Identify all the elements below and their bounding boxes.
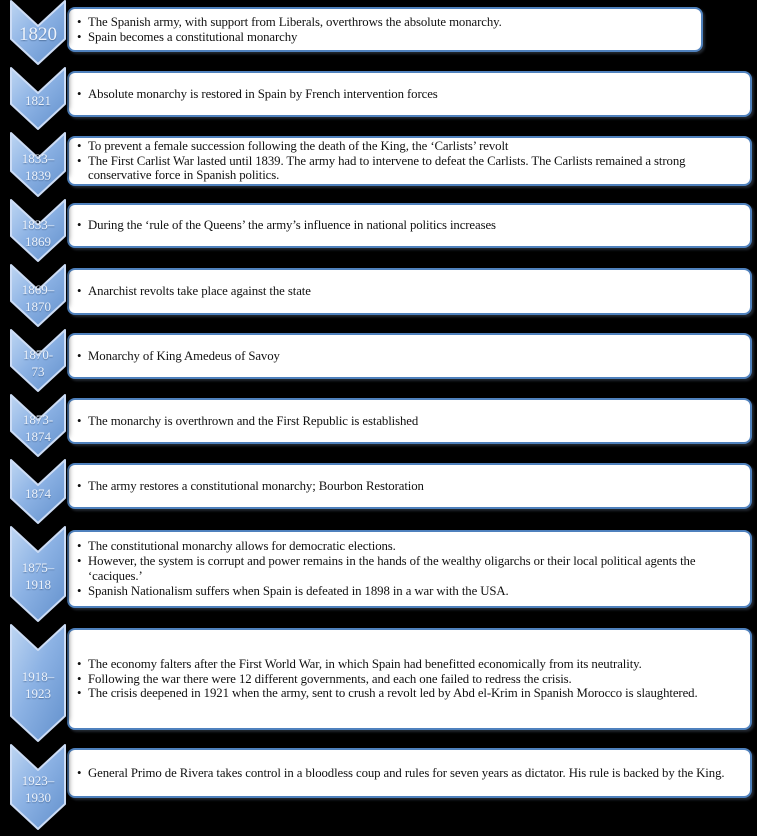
bullet-text: To prevent a female succession following the death of the King, the ‘Carlists’ revolt <box>88 138 509 153</box>
year-line: 73 <box>31 363 45 379</box>
bullet-icon: • <box>77 765 82 780</box>
event-box <box>67 398 752 444</box>
chevron-year-label <box>10 770 66 810</box>
event-box <box>67 7 703 52</box>
bullet-text: The army restores a constitutional monarchy; Bourbon Restoration <box>88 478 424 493</box>
bullet-text: Spanish Nationalism suffers when Spain is defeated in 1898 in a war with the USA. <box>88 583 509 598</box>
year-line: 1869– <box>21 281 55 297</box>
chevron-year-label <box>10 411 66 444</box>
chevron-year-label <box>10 26 66 45</box>
bullet-icon: • <box>77 554 82 569</box>
year-line: 1833– <box>21 150 55 166</box>
event-box <box>67 628 752 730</box>
bullet-icon: • <box>77 671 82 686</box>
event-box <box>67 463 752 509</box>
chevron-year-label <box>10 93 66 110</box>
chevron-year-label <box>10 281 66 314</box>
bullet-item <box>77 766 740 781</box>
event-box <box>67 748 752 798</box>
bullet-icon: • <box>77 478 82 493</box>
chevron-year-label <box>10 346 66 379</box>
year-line: 1875– <box>21 560 55 576</box>
year-line: 1918– <box>21 669 55 685</box>
bullet-item <box>77 554 740 584</box>
bullet-item <box>77 87 740 102</box>
chevron-year-label <box>10 150 66 183</box>
year-line: 1820 <box>19 24 57 46</box>
bullet-icon: • <box>77 153 82 168</box>
bullet-icon: • <box>77 348 82 363</box>
bullet-text: The crisis deepened in 1921 when the army, sent to crush a revolt led by Abd el-Krim in Spanish Morocco is slaughtered. <box>88 686 698 701</box>
bullet-text: The economy falters after the First World War, in which Spain had benefitted economically from its neutrality. <box>88 656 642 671</box>
bullet-item <box>77 672 740 687</box>
year-line: 1923– <box>21 773 55 789</box>
year-line: 1870 <box>25 298 51 314</box>
bullet-item <box>77 539 740 554</box>
bullet-text: The Spanish army, with support from Liberals, overthrows the absolute monarchy. <box>88 14 502 29</box>
bullet-icon: • <box>77 413 82 428</box>
year-line: 1869 <box>25 233 51 249</box>
bullet-item <box>77 414 740 429</box>
bullet-text: Anarchist revolts take place against the state <box>88 284 311 299</box>
bullet-text: The constitutional monarchy allows for democratic elections. <box>88 539 396 554</box>
event-box <box>67 136 752 186</box>
chevron-year-label <box>10 650 66 722</box>
year-line: 1839 <box>25 167 51 183</box>
bullet-icon: • <box>77 284 82 299</box>
event-box <box>67 71 752 117</box>
chevron-year-label <box>10 552 66 602</box>
bullet-icon: • <box>77 29 82 44</box>
bullet-text: General Primo de Rivera takes control in a bloodless coup and rules for seven years as dictator. His rule is backed by the King. <box>88 765 725 780</box>
bullet-text: The First Carlist War lasted until 1839. The army had to intervene to defeat the Carlists. The Carlists remained a strong conservative force in Spanish politics. <box>88 153 686 183</box>
year-line: 1833– <box>21 216 55 232</box>
year-line: 1873- <box>22 411 54 427</box>
bullet-item <box>77 479 740 494</box>
year-line: 1874 <box>25 428 51 444</box>
bullet-item <box>77 30 691 45</box>
bullet-text: During the ‘rule of the Queens’ the army’s influence in national politics increases <box>88 218 496 233</box>
bullet-icon: • <box>77 656 82 671</box>
bullet-item <box>77 584 740 599</box>
bullet-icon: • <box>77 583 82 598</box>
bullet-text: Monarchy of King Amedeus of Savoy <box>88 348 280 363</box>
bullet-item <box>77 218 740 233</box>
event-box <box>67 333 752 379</box>
bullet-icon: • <box>77 14 82 29</box>
event-box <box>67 203 752 248</box>
bullet-text: Following the war there were 12 different governments, and each one failed to redress the crisis. <box>88 671 572 686</box>
bullet-item <box>77 15 691 30</box>
year-line: 1870- <box>22 346 54 362</box>
bullet-icon: • <box>77 138 82 153</box>
chevron-year-label <box>10 485 66 504</box>
year-line: 1821 <box>25 93 51 109</box>
bullet-item <box>77 657 740 672</box>
bullet-text: However, the system is corrupt and power remains in the hands of the wealthy oligarchs or their local political agents the ‘caciques.’ <box>88 554 696 583</box>
bullet-item <box>77 139 740 154</box>
bullet-item <box>77 349 740 364</box>
bullet-item <box>77 686 740 701</box>
bullet-icon: • <box>77 539 82 554</box>
chevron-year-label <box>10 216 66 249</box>
bullet-text: Absolute monarchy is restored in Spain by French intervention forces <box>88 86 438 101</box>
bullet-icon: • <box>77 686 82 701</box>
year-line: 1874 <box>25 486 51 502</box>
bullet-item <box>77 154 740 184</box>
event-box <box>67 530 752 608</box>
bullet-item <box>77 284 740 299</box>
event-box <box>67 268 752 315</box>
year-line: 1918 <box>25 577 51 592</box>
bullet-icon: • <box>77 86 82 101</box>
year-line: 1930 <box>25 790 51 805</box>
year-line: 1923 <box>25 686 51 701</box>
bullet-icon: • <box>77 218 82 233</box>
bullet-text: Spain becomes a constitutional monarchy <box>88 29 298 44</box>
bullet-text: The monarchy is overthrown and the First Republic is established <box>88 413 419 428</box>
